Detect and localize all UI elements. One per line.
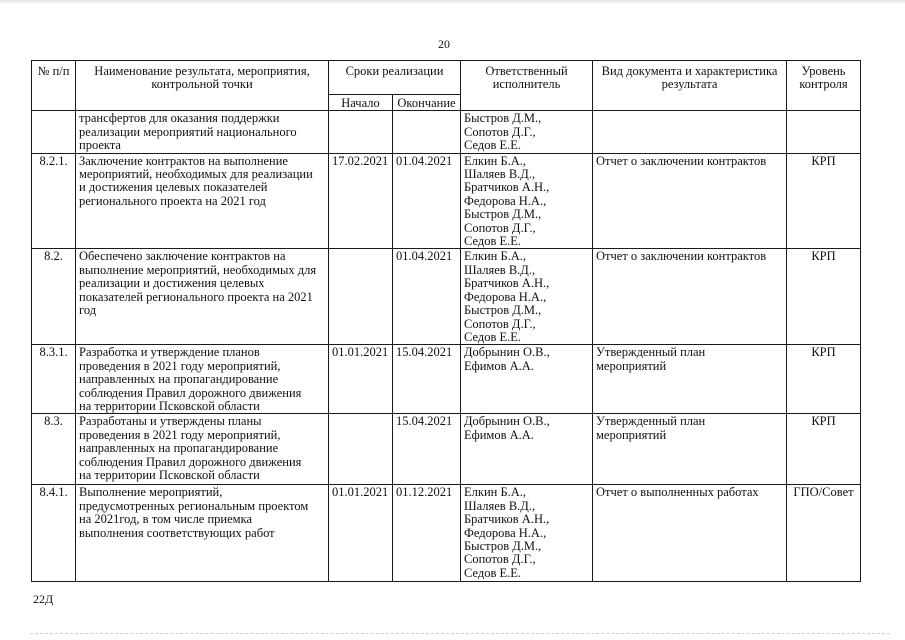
row-responsible-line: Елкин Б.А., [464, 485, 527, 500]
plan-table [31, 60, 861, 582]
row-name [76, 414, 329, 485]
row-name-line: показателей регионального проекта на 2021 [79, 289, 313, 304]
row-responsible-line: Добрынин О.В., [464, 345, 550, 360]
row-responsible-line: Седов Е.Е. [464, 234, 522, 249]
row-responsible-line: Быстров Д.М., [464, 111, 542, 126]
row-responsible-line: Седов Е.Е. [464, 138, 522, 153]
row-number: 8.4.1. [32, 485, 76, 582]
row-start-date: 01.01.2021 [329, 485, 393, 582]
row-responsible-line: Братчиков А.Н., [464, 180, 550, 195]
table-body [32, 111, 861, 582]
row-responsible-line: Сопотов Д.Г., [464, 316, 536, 331]
row-responsible-line: Федорова Н.А., [464, 525, 547, 540]
row-name-line: мероприятий, необходимых для реализации [79, 167, 313, 182]
row-responsible-line: Елкин Б.А., [464, 249, 527, 264]
row-control-level: ГПО/Совет [787, 485, 861, 582]
row-document-line: Отчет о заключении контрактов [596, 153, 767, 168]
header-end: Окончание [393, 95, 461, 111]
row-name [76, 485, 329, 582]
row-name-line: реализации и достижения целевых [79, 276, 265, 291]
row-control-level: КРП [787, 414, 861, 485]
header-num: № п/п [32, 61, 76, 111]
row-responsible-line: Добрынин О.В., [464, 414, 550, 429]
row-end-date: 15.04.2021 [393, 414, 461, 485]
row-start-date [329, 249, 393, 345]
scan-edge-bottom [30, 633, 890, 634]
row-responsible-line: Сопотов Д.Г., [464, 124, 536, 139]
row-control-level: КРП [787, 345, 861, 414]
row-start-date: 01.01.2021 [329, 345, 393, 414]
row-name-line: проекта [79, 138, 121, 153]
row-control-level [787, 111, 861, 153]
row-start-date [329, 414, 393, 485]
row-name-line: проведения в 2021 году мероприятий, [79, 427, 281, 442]
row-name-line: соблюдения Правил дорожного движения [79, 454, 302, 469]
row-responsible-line: Ефимов А.А. [464, 427, 534, 442]
row-responsible-line: Шаляев В.Д., [464, 167, 536, 182]
row-responsible-line: Сопотов Д.Г., [464, 220, 536, 235]
row-responsible-line: Федорова Н.А., [464, 193, 547, 208]
row-responsible-line: Быстров Д.М., [464, 207, 542, 222]
row-document-line: Утвержденный план [596, 414, 706, 429]
row-name-line: год [79, 303, 97, 318]
row-name-line: на территории Псковской области [79, 467, 260, 482]
row-number: 8.3.1. [32, 345, 76, 414]
row-name-line: выполнение мероприятий, необходимых для [79, 262, 317, 277]
header-responsible: Ответственный исполнитель [461, 61, 593, 111]
row-responsible-line: Седов Е.Е. [464, 565, 522, 580]
row-name-line: реализации мероприятий национального [79, 124, 297, 139]
table-row [32, 111, 861, 153]
row-name-line: Заключение контрактов на выполнение [79, 153, 288, 168]
page-number: 20 [438, 37, 450, 51]
row-end-date: 01.04.2021 [393, 249, 461, 345]
row-end-date: 01.12.2021 [393, 485, 461, 582]
row-document [593, 249, 787, 345]
row-name-line: проведения в 2021 году мероприятий, [79, 358, 281, 373]
row-number: 8.3. [32, 414, 76, 485]
row-end-date [393, 111, 461, 153]
table-row [32, 153, 861, 249]
row-end-date: 01.04.2021 [393, 153, 461, 249]
row-name-line: направленных на пропагандирование [79, 441, 279, 456]
row-responsible [461, 111, 593, 153]
row-name [76, 249, 329, 345]
row-name-line: трансфертов для оказания поддержки [79, 111, 280, 126]
row-number: 8.2. [32, 249, 76, 345]
row-responsible-line: Седов Е.Е. [464, 329, 522, 344]
row-responsible-line: Шаляев В.Д., [464, 262, 536, 277]
header-terms: Сроки реализации [329, 61, 461, 95]
row-document [593, 153, 787, 249]
row-document [593, 345, 787, 414]
row-document [593, 111, 787, 153]
row-responsible [461, 414, 593, 485]
header-name: Наименование результата, мероприятия, контрольной точки [76, 61, 329, 111]
row-document-line: мероприятий [596, 427, 667, 442]
row-name-line: Выполнение мероприятий, [79, 485, 223, 500]
row-responsible-line: Братчиков А.Н., [464, 512, 550, 527]
row-responsible-line: Быстров Д.М., [464, 303, 542, 318]
row-start-date: 17.02.2021 [329, 153, 393, 249]
row-document-line: Отчет о выполненных работах [596, 485, 759, 500]
table-row [32, 249, 861, 345]
row-responsible-line: Быстров Д.М., [464, 538, 542, 553]
row-end-date: 15.04.2021 [393, 345, 461, 414]
header-document: Вид документа и характеристика результата [593, 61, 787, 111]
header-level: Уровень контроля [787, 61, 861, 111]
table-row [32, 485, 861, 582]
row-name [76, 111, 329, 153]
row-name-line: предусмотренных региональным проектом [79, 498, 309, 513]
row-number: 8.2.1. [32, 153, 76, 249]
row-responsible-line: Елкин Б.А., [464, 153, 527, 168]
row-responsible-line: Сопотов Д.Г., [464, 552, 536, 567]
row-responsible-line: Братчиков А.Н., [464, 276, 550, 291]
row-control-level: КРП [787, 153, 861, 249]
row-document-line: Утвержденный план [596, 345, 706, 360]
row-start-date [329, 111, 393, 153]
footer-code: 22Д [33, 592, 54, 606]
row-name-line: направленных на пропагандирование [79, 372, 279, 387]
row-control-level: КРП [787, 249, 861, 345]
row-responsible [461, 153, 593, 249]
row-document-line: мероприятий [596, 358, 667, 373]
row-responsible-line: Шаляев В.Д., [464, 498, 536, 513]
row-responsible [461, 249, 593, 345]
table-row [32, 414, 861, 485]
row-name-line: Разработка и утверждение планов [79, 345, 260, 360]
table-header [32, 61, 861, 111]
table-row [32, 345, 861, 414]
row-name-line: регионального проекта на 2021 год [79, 193, 266, 208]
row-responsible [461, 345, 593, 414]
row-name-line: Разработаны и утверждены планы [79, 414, 262, 429]
row-responsible-line: Федорова Н.А., [464, 289, 547, 304]
row-name-line: и достижения целевых показателей [79, 180, 268, 195]
row-name [76, 345, 329, 414]
row-document [593, 414, 787, 485]
row-name-line: выполнения соответствующих работ [79, 525, 275, 540]
row-name-line: соблюдения Правил дорожного движения [79, 385, 302, 400]
row-name-line: на 2021год, в том числе приемка [79, 512, 253, 527]
row-name-line: на территории Псковской области [79, 398, 260, 413]
row-responsible [461, 485, 593, 582]
row-name-line: Обеспечено заключение контрактов на [79, 249, 286, 264]
row-responsible-line: Ефимов А.А. [464, 358, 534, 373]
row-name [76, 153, 329, 249]
header-start: Начало [329, 95, 393, 111]
scan-edge-top [0, 0, 905, 4]
row-document [593, 485, 787, 582]
row-number [32, 111, 76, 153]
row-document-line: Отчет о заключении контрактов [596, 249, 767, 264]
